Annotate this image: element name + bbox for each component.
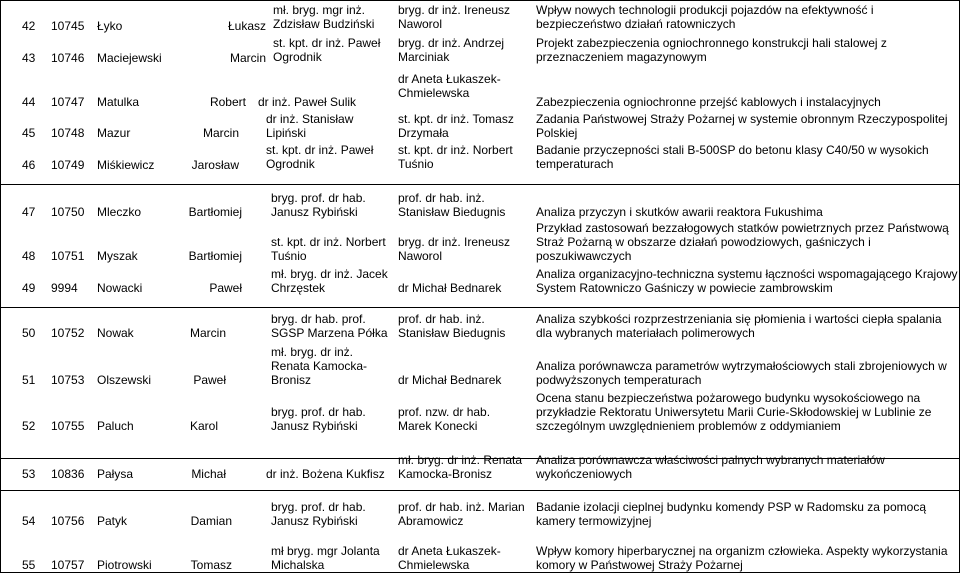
row-id: 10836 bbox=[51, 467, 85, 481]
row-reviewer: prof. nzw. dr hab. Marek Konecki bbox=[398, 405, 491, 433]
row-name: Paweł bbox=[209, 281, 242, 295]
table-border-group-1 bbox=[0, 184, 960, 185]
row-lp: 53 bbox=[22, 467, 36, 481]
row-id: 10756 bbox=[51, 514, 85, 528]
row-lp: 42 bbox=[22, 19, 36, 33]
row-reviewer: st. kpt. dr inż. Norbert Tuśnio bbox=[398, 143, 513, 171]
row-topic: Badanie izolacji cieplnej budynku komendy PSP w Radomsku za pomocą kamery termowizyjnej bbox=[536, 500, 926, 528]
row-name: Marcin bbox=[189, 326, 226, 340]
row-name: Karol bbox=[189, 419, 218, 433]
row-reviewer: st. kpt. dr inż. Tomasz Drzymała bbox=[398, 112, 514, 140]
row-id: 10750 bbox=[51, 205, 85, 219]
row-name: Jarosław bbox=[191, 158, 239, 172]
row-topic: Projekt zabezpieczenia ogniochronnego konstrukcji hali stalowej z przeznaczeniem magazynowym bbox=[536, 36, 887, 64]
row-promoter: mł. bryg. dr inż. Jacek Chrzęstek bbox=[271, 267, 388, 295]
row-lp: 45 bbox=[22, 126, 36, 140]
row-reviewer: prof. dr hab. inż. Marian Abramowicz bbox=[398, 500, 525, 528]
row-reviewer: dr Michał Bednarek bbox=[398, 281, 502, 295]
row-topic: Analiza szybkości rozprzestrzeniania się płomienia i wartości ciepła spalania dla wybranych materiałach polimerowych bbox=[536, 312, 942, 340]
row-lp: 55 bbox=[22, 558, 36, 572]
row-surname: Nowacki bbox=[97, 281, 143, 295]
row-topic: Zadania Państwowej Straży Pożarnej w systemie obronnym Rzeczypospolitej Polskiej bbox=[536, 112, 948, 140]
row-id: 10757 bbox=[51, 558, 85, 572]
row-lp: 46 bbox=[22, 158, 36, 172]
table-border-left bbox=[0, 0, 1, 573]
row-promoter: bryg. prof. dr hab. Janusz Rybiński bbox=[271, 405, 366, 433]
row-surname: Łyko bbox=[97, 19, 123, 33]
row-name: Michał bbox=[191, 467, 226, 481]
row-id: 10745 bbox=[51, 19, 85, 33]
row-promoter: mł bryg. mgr Jolanta Michalska bbox=[271, 544, 380, 572]
row-reviewer: bryg. dr inż. Ireneusz Naworol bbox=[398, 3, 511, 31]
row-reviewer: bryg. dr inż. Andrzej Marciniak bbox=[398, 36, 505, 64]
row-name: Łukasz bbox=[227, 19, 266, 33]
row-id: 10746 bbox=[51, 51, 85, 65]
row-id: 10755 bbox=[51, 419, 85, 433]
row-lp: 47 bbox=[22, 205, 36, 219]
row-id: 9994 bbox=[51, 281, 78, 295]
row-name: Marcin bbox=[202, 126, 239, 140]
row-reviewer: prof. dr hab. inż. Stanisław Biedugnis bbox=[398, 312, 506, 340]
row-name: Paweł bbox=[193, 373, 226, 387]
table-border-group-4 bbox=[0, 490, 960, 491]
row-promoter: mł. bryg. dr inż. Renata Kamocka- Bronisz bbox=[271, 345, 368, 387]
row-promoter: dr inż. Stanisław Lipiński bbox=[266, 112, 354, 140]
row-lp: 49 bbox=[22, 281, 36, 295]
row-lp: 54 bbox=[22, 514, 36, 528]
row-id: 10748 bbox=[51, 126, 85, 140]
row-name: Bartłomiej bbox=[188, 205, 242, 219]
row-reviewer: prof. dr hab. inż. Stanisław Biedugnis bbox=[398, 191, 506, 219]
row-name: Damian bbox=[190, 514, 232, 528]
row-surname: Maciejewski bbox=[97, 51, 162, 65]
row-lp: 51 bbox=[22, 373, 36, 387]
row-surname: Mleczko bbox=[97, 205, 142, 219]
row-topic: Badanie przyczepności stali B-500SP do betonu klasy C40/50 w wysokich temperaturach bbox=[536, 143, 929, 171]
row-lp: 52 bbox=[22, 419, 36, 433]
row-surname: Mazur bbox=[97, 126, 131, 140]
row-topic: Wpływ komory hiperbarycznej na organizm człowieka. Aspekty wykorzystania komory w Państwowej Straży Pożarnej bbox=[536, 544, 948, 572]
row-topic: Analiza porównawcza właściwości palnych wybranych materiałów wykończeniowych bbox=[536, 453, 885, 481]
row-lp: 43 bbox=[22, 51, 36, 65]
row-id: 10753 bbox=[51, 373, 85, 387]
row-promoter: mł. bryg. mgr inż. Zdzisław Budziński bbox=[273, 3, 375, 31]
row-id: 10751 bbox=[51, 249, 85, 263]
row-surname: Pałysa bbox=[97, 467, 134, 481]
row-surname: Olszewski bbox=[97, 373, 152, 387]
table-border-top bbox=[0, 0, 960, 1]
row-name: Tomasz bbox=[190, 558, 232, 572]
row-surname: Paluch bbox=[97, 419, 134, 433]
row-reviewer: dr Michał Bednarek bbox=[398, 373, 502, 387]
row-reviewer: dr Aneta Łukaszek- Chmielewska bbox=[398, 72, 501, 100]
row-promoter: bryg. prof. dr hab. Janusz Rybiński bbox=[271, 191, 366, 219]
row-promoter: st. kpt. dr inż. Paweł Ogrodnik bbox=[266, 143, 374, 171]
row-surname: Piotrowski bbox=[97, 558, 152, 572]
row-surname: Nowak bbox=[97, 326, 134, 340]
row-surname: Miśkiewicz bbox=[97, 158, 155, 172]
row-surname: Matulka bbox=[97, 95, 140, 109]
row-topic: Analiza organizacyjno-techniczna systemu łączności wspomagającego Krajowy System Ratowniczo Gaśniczy w powiecie zambrowskim bbox=[536, 267, 958, 295]
row-id: 10752 bbox=[51, 326, 85, 340]
row-topic: Wpływ nowych technologii produkcji pojazdów na efektywność i bezpieczeństwo działań ratowniczych bbox=[536, 3, 874, 31]
row-promoter: st. kpt. dr inż. Paweł Ogrodnik bbox=[273, 36, 381, 64]
row-promoter: dr inż. Paweł Sulik bbox=[258, 95, 357, 109]
row-id: 10749 bbox=[51, 158, 85, 172]
table-border-group-2 bbox=[0, 307, 960, 308]
row-topic: Przykład zastosowań bezzałogowych statków powietrznych przez Państwową Straż Pożarną w obszarze działań powodziowych, gaśniczych i poszukiwawczych bbox=[536, 221, 949, 263]
row-surname: Myszak bbox=[97, 249, 138, 263]
row-promoter: bryg. prof. dr hab. Janusz Rybiński bbox=[271, 500, 366, 528]
row-lp: 48 bbox=[22, 249, 36, 263]
row-topic: Ocena stanu bezpieczeństwa pożarowego budynku wysokościowego na przykładzie Rektoratu Uniwersytetu Marii Curie-Skłodowskiej w Lublinie ze szczególnym uwzględnieniem problemów z oddymianiem bbox=[536, 391, 932, 433]
row-name: Bartłomiej bbox=[188, 249, 242, 263]
row-topic: Zabezpieczenia ogniochronne przejść kablowych i instalacyjnych bbox=[536, 95, 881, 109]
row-reviewer: mł. bryg. dr inż. Renata Kamocka-Bronisz bbox=[398, 453, 523, 481]
row-lp: 44 bbox=[22, 95, 36, 109]
row-promoter: dr inż. Bożena Kukfisz bbox=[266, 467, 385, 481]
row-lp: 50 bbox=[22, 326, 36, 340]
row-topic: Analiza porównawcza parametrów wytrzymałościowych stali zbrojeniowych w podwyższonych temperaturach bbox=[536, 359, 947, 387]
row-id: 10747 bbox=[51, 95, 85, 109]
row-surname: Patyk bbox=[97, 514, 128, 528]
row-promoter: bryg. dr hab. prof. SGSP Marzena Półka bbox=[271, 312, 388, 340]
row-promoter: st. kpt. dr inż. Norbert Tuśnio bbox=[271, 235, 386, 263]
row-name: Robert bbox=[209, 95, 246, 109]
row-reviewer: dr Aneta Łukaszek- Chmielewska bbox=[398, 544, 501, 572]
row-topic: Analiza przyczyn i skutków awarii reaktora Fukushima bbox=[536, 205, 823, 219]
row-name: Marcin bbox=[229, 51, 266, 65]
row-reviewer: bryg. dr inż. Ireneusz Naworol bbox=[398, 235, 511, 263]
